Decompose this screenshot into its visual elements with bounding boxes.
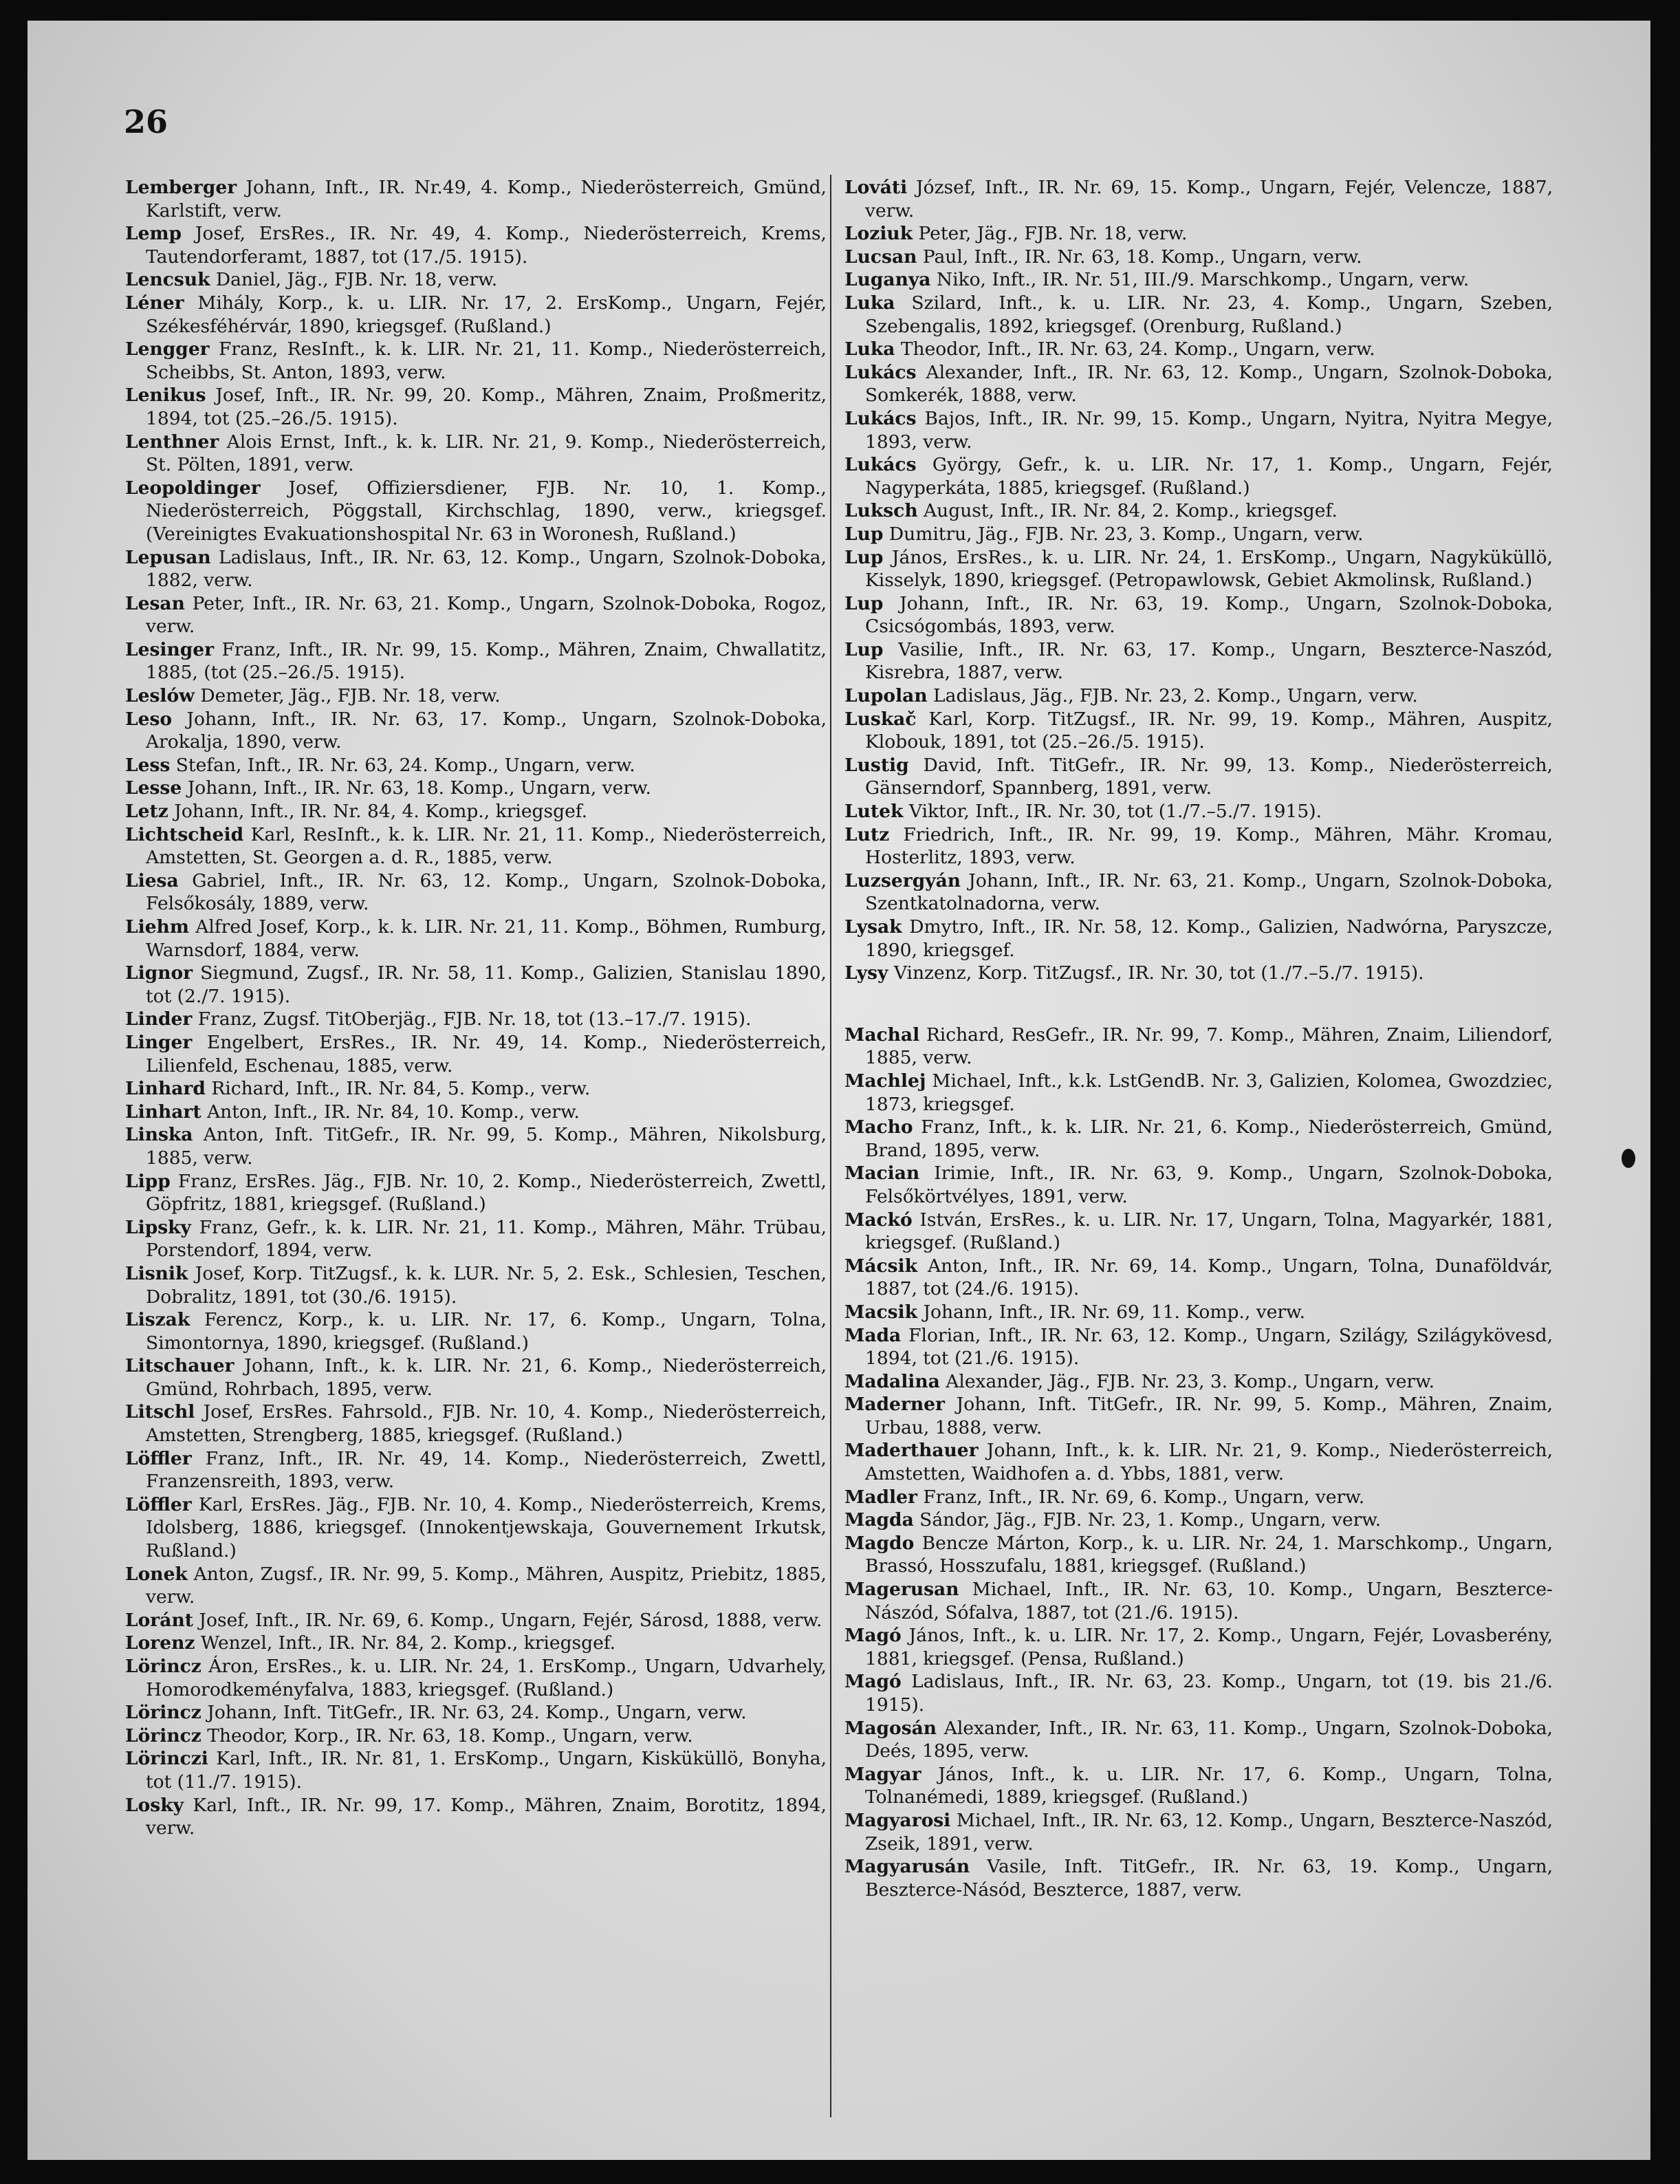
entry-surname: Lutek [844,801,904,823]
list-entry [844,592,1553,638]
entry-details: Karl, Inft., IR. Nr. 81, 1. ErsKomp., Ungarn, Kisküküllö, Bonyha, tot (11./7. 1915). [146,1748,827,1793]
list-entry [125,823,827,869]
entry-surname: Lonek [125,1563,188,1585]
entry-surname: Loránt [125,1609,193,1631]
entry-details: János, Inft., k. u. LIR. Nr. 17, 2. Komp., Ungarn, Fejér, Lovasberény, 1881, kriegsgef. (Pensa, Rußland.) [865,1625,1553,1669]
list-entry [125,1401,827,1447]
entry-surname: Leopoldinger [125,477,261,499]
entry-surname: Lencsuk [125,269,210,291]
entry-surname: Linger [125,1031,193,1053]
entry-details: Johann, Inft., IR. Nr. 63, 19. Komp., Ungarn, Szolnok-Doboka, Csicsógombás, 1893, verw. [865,592,1553,638]
entry-surname: Lipsky [125,1216,191,1238]
entry-details: Anton, Inft., IR. Nr. 69, 14. Komp., Ungarn, Tolna, Dunaföldvár, 1887, tot (24./6. 1915). [865,1255,1553,1300]
entry-surname: Machal [844,1024,920,1046]
entry-details: Johann, Inft., IR. Nr. 63, 21. Komp., Ungarn, Szolnok-Doboka, Szentkatolnadorna, verw. [865,869,1553,915]
section-gap [844,985,1553,1024]
entry-surname: Luka [844,338,895,360]
right-column [844,176,1553,1901]
entry-details: Vinzenz, Korp. TitZugsf., IR. Nr. 30, tot (1./7.–5./7. 1915). [893,962,1424,984]
entry-details: Vasile, Inft. TitGefr., IR. Nr. 63, 19. Komp., Ungarn, Beszterce-Násód, Beszterce, 1887, verw. [865,1856,1553,1901]
entry-details: Viktor, Inft., IR. Nr. 30, tot (1./7.–5./7. 1915). [908,801,1322,823]
list-entry [125,292,827,338]
entry-surname: Maderner [844,1394,945,1416]
ink-blot [1622,1149,1635,1168]
entry-details: Richard, ResGefr., IR. Nr. 99, 7. Komp., Mähren, Znaim, Liliendorf, 1885, verw. [865,1024,1553,1069]
entry-details: Richard, Inft., IR. Nr. 84, 5. Komp., verw. [211,1078,591,1100]
list-entry [844,453,1553,499]
list-entry [844,1509,1553,1532]
entry-surname: Magó [844,1625,902,1647]
list-entry [844,176,1553,222]
entry-details: Sándor, Jäg., FJB. Nr. 23, 1. Komp., Ungarn, verw. [919,1509,1382,1531]
entry-surname: Lörinczi [125,1748,208,1770]
entry-surname: Magyarosi [844,1809,951,1831]
entry-details: Josef, Inft., IR. Nr. 99, 20. Komp., Mähren, Znaim, Proßmeritz, 1894, tot (25.–26./5. 1915). [146,385,827,429]
entry-details: Wenzel, Inft., IR. Nr. 84, 2. Komp., kriegsgef. [200,1632,616,1654]
list-entry [125,1609,827,1632]
list-entry [125,1008,827,1031]
entry-details: Engelbert, ErsRes., IR. Nr. 49, 14. Komp., Niederösterreich, Lilienfeld, Eschenau, 1885, verw. [146,1031,827,1077]
entry-details: Siegmund, Zugsf., IR. Nr. 58, 11. Komp., Galizien, Stanislau 1890, tot (2./7. 1915). [146,962,827,1007]
entry-surname: Loziuk [844,223,913,245]
list-entry [125,684,827,708]
entry-details: Johann, Inft. TitGefr., IR. Nr. 63, 24. Komp., Ungarn, verw. [207,1702,747,1724]
entry-surname: Machlej [844,1070,926,1092]
entry-details: Gabriel, Inft., IR. Nr. 63, 12. Komp., Ungarn, Szolnok-Doboka, Felsőkosály, 1889, verw. [146,869,827,915]
entry-surname: Luka [844,292,895,314]
list-entry [844,1324,1553,1370]
list-entry [125,1447,827,1493]
list-entry [844,1532,1553,1578]
entry-surname: Macian [844,1163,920,1185]
entry-details: Franz, ErsRes. Jäg., FJB. Nr. 10, 2. Komp., Niederösterreich, Zwettl, Göpfritz, 1881, kriegsgef. (Rußland.) [146,1170,827,1215]
list-entry [844,638,1553,684]
list-entry [125,869,827,916]
list-entry [125,916,827,962]
entry-surname: Lenthner [125,431,219,453]
entry-surname: Lemberger [125,177,237,198]
entry-surname: Linder [125,1008,193,1030]
entry-details: Alexander, Inft., IR. Nr. 63, 11. Komp., Ungarn, Szolnok-Doboka, Deés, 1895, verw. [865,1717,1553,1762]
list-entry [125,638,827,684]
entry-surname: Less [125,754,171,776]
entry-surname: Lup [844,523,884,545]
entry-surname: Lukács [844,454,917,476]
entry-surname: Lörincz [125,1725,201,1747]
entry-surname: Magda [844,1509,914,1531]
entry-surname: Mada [844,1324,902,1346]
entry-details: Theodor, Korp., IR. Nr. 63, 18. Komp., Ungarn, verw. [207,1725,693,1747]
entry-surname: Lucsan [844,246,917,268]
entry-details: Alfred Josef, Korp., k. k. LIR. Nr. 21, 11. Komp., Böhmen, Rumburg, Warnsdorf, 1884, verw. [146,916,827,961]
entry-details: August, Inft., IR. Nr. 84, 2. Komp., kriegsgef. [924,500,1338,522]
list-entry [125,1077,827,1101]
list-entry [844,1486,1553,1509]
entry-details: Daniel, Jäg., FJB. Nr. 18, verw. [215,269,498,291]
entry-details: Michael, Inft., IR. Nr. 63, 10. Komp., Ungarn, Beszterce-Nászód, Sófalva, 1887, tot (21./6. 1915). [865,1579,1553,1623]
entry-details: Alexander, Inft., IR. Nr. 63, 12. Komp., Ungarn, Szolnok-Doboka, Somkerék, 1888, verw. [865,361,1553,407]
list-entry [844,684,1553,708]
entry-surname: Lysy [844,962,888,984]
entry-surname: Lörincz [125,1656,201,1677]
entry-surname: Luksch [844,500,918,522]
list-entry [844,338,1553,361]
list-entry [844,1393,1553,1439]
list-entry [125,1354,827,1401]
entry-details: Alois Ernst, Inft., k. k. LIR. Nr. 21, 9. Komp., Niederösterreich, St. Pölten, 1891, verw. [146,431,827,476]
list-entry [125,546,827,592]
entry-surname: Magyar [844,1763,921,1785]
entry-details: Florian, Inft., IR. Nr. 63, 12. Komp., Ungarn, Szilágy, Szilágykövesd, 1894, tot (21./6. 1915). [865,1324,1553,1370]
entry-surname: Luzsergyán [844,869,961,891]
list-entry [844,800,1553,823]
left-column [125,176,827,1840]
entry-details: Johann, Inft., k. k. LIR. Nr. 21, 9. Komp., Niederösterreich, Amstetten, Waidhofen a. d. Ybbs, 1881, verw. [865,1440,1553,1485]
entry-details: Ladislaus, Jäg., FJB. Nr. 23, 2. Komp., Ungarn, verw. [933,685,1418,707]
entry-details: Anton, Inft., IR. Nr. 84, 10. Komp., verw. [207,1101,580,1123]
entry-details: Karl, Inft., IR. Nr. 99, 17. Komp., Mähren, Znaim, Borotitz, 1894, verw. [146,1794,827,1839]
entry-details: Szilard, Inft., k. u. LIR. Nr. 23, 4. Komp., Ungarn, Szeben, Szebengalis, 1892, kriegsgef. (Orenburg, Rußland.) [865,292,1553,337]
entry-details: György, Gefr., k. u. LIR. Nr. 17, 1. Komp., Ungarn, Fejér, Nagyperkáta, 1885, kriegsgef. (Rußland.) [865,454,1553,499]
entry-details: Johann, Inft. TitGefr., IR. Nr. 99, 5. Komp., Mähren, Znaim, Urbau, 1888, verw. [865,1394,1553,1438]
list-entry [125,1262,827,1308]
entry-surname: Léner [125,292,184,314]
entry-details: Friedrich, Inft., IR. Nr. 99, 19. Komp., Mähren, Mähr. Kromau, Hosterlitz, 1893, verw. [865,823,1553,869]
entry-surname: Maderthauer [844,1440,979,1462]
list-entry [844,1116,1553,1162]
list-entry [844,1301,1553,1324]
list-entry [844,708,1553,754]
entry-surname: Magó [844,1671,902,1693]
list-entry [844,1670,1553,1716]
entry-surname: Luskač [844,708,917,730]
entry-surname: Lorenz [125,1632,195,1654]
list-entry [844,292,1553,338]
entry-details: Johann, Inft., k. k. LIR. Nr. 21, 6. Komp., Niederösterreich, Gmünd, Rohrbach, 1895, verw. [146,1355,827,1400]
list-entry [125,1632,827,1655]
entry-details: Josef, Inft., IR. Nr. 69, 6. Komp., Ungarn, Fejér, Sárosd, 1888, verw. [199,1609,822,1631]
list-entry [844,1255,1553,1301]
entry-surname: Losky [125,1794,184,1816]
entry-surname: Litschl [125,1401,195,1423]
entry-details: Franz, ResInft., k. k. LIR. Nr. 21, 11. Komp., Niederösterreich, Scheibbs, St. Anton, 1893, verw. [146,338,827,383]
list-entry [125,1794,827,1840]
list-entry [844,823,1553,869]
entry-surname: Luganya [844,269,931,291]
list-entry [125,1701,827,1725]
entry-details: Franz, Inft., IR. Nr. 99, 15. Komp., Mähren, Znaim, Chwallatitz, 1885, (tot (25.–26./5. 1915). [146,638,827,684]
entry-surname: Magdo [844,1532,915,1554]
entry-details: Dumitru, Jäg., FJB. Nr. 23, 3. Komp., Ungarn, verw. [888,523,1364,545]
list-entry [125,1308,827,1354]
entry-details: Áron, ErsRes., k. u. LIR. Nr. 24, 1. ErsKomp., Ungarn, Udvarhely, Homorodkeményfalva, 1883, kriegsgef. (Rußland.) [146,1656,827,1700]
entry-details: Josef, ErsRes., IR. Nr. 49, 4. Komp., Niederösterreich, Krems, Tautendorferamt, 1887, tot (17./5. 1915). [146,223,827,268]
entry-surname: Lenikus [125,385,206,407]
entry-surname: Letz [125,801,168,823]
entry-surname: Madalina [844,1370,940,1392]
entry-details: Demeter, Jäg., FJB. Nr. 18, verw. [200,685,501,707]
entry-details: József, Inft., IR. Nr. 69, 15. Komp., Ungarn, Fejér, Velencze, 1887, verw. [865,177,1553,221]
list-entry [844,222,1553,246]
entry-surname: Lupolan [844,685,928,707]
list-entry [844,499,1553,523]
entry-surname: Leso [125,708,173,730]
list-entry [844,1024,1553,1070]
entry-surname: Linhard [125,1078,206,1100]
list-entry [125,708,827,754]
entry-details: Michael, Inft., k.k. LstGendB. Nr. 3, Galizien, Kolomea, Gwozdziec, 1873, kriegsgef. [865,1070,1553,1115]
entry-surname: Lustig [844,754,909,776]
entry-details: Ladislaus, Inft., IR. Nr. 63, 12. Komp., Ungarn, Szolnok-Doboka, 1882, verw. [146,546,827,592]
list-entry [125,176,827,222]
entry-surname: Löffler [125,1447,192,1469]
entry-details: Bajos, Inft., IR. Nr. 99, 15. Komp., Ungarn, Nyitra, Nyitra Megye, 1893, verw. [865,407,1553,453]
entry-details: Irimie, Inft., IR. Nr. 63, 9. Komp., Ungarn, Szolnok-Doboka, Felsőkörtvélyes, 1891, verw. [865,1163,1553,1207]
entry-details: Franz, Inft., IR. Nr. 69, 6. Komp., Ungarn, verw. [923,1486,1365,1508]
entry-surname: Lisnik [125,1262,188,1284]
entry-surname: Liszak [125,1309,190,1331]
entry-surname: Mackó [844,1209,913,1231]
entry-surname: Litschauer [125,1355,234,1377]
list-entry [844,246,1553,269]
list-entry [844,523,1553,546]
entry-details: Dmytro, Inft., IR. Nr. 58, 12. Komp., Galizien, Nadwórna, Paryszcze, 1890, kriegsgef. [865,916,1553,961]
page-number: 26 [124,103,168,140]
entry-surname: Mácsik [844,1255,917,1277]
list-entry [125,1725,827,1748]
list-entry [844,1624,1553,1670]
list-entry [125,1563,827,1609]
entry-surname: Linska [125,1124,193,1146]
entry-surname: Magosán [844,1717,937,1739]
entry-details: Karl, ErsRes. Jäg., FJB. Nr. 10, 4. Komp., Niederösterreich, Krems, Idolsberg, 1886, kriegsgef. (Innokentjewskaja, Gouvernement Irkutsk, Rußland.) [146,1493,827,1562]
entry-surname: Lichtscheid [125,823,244,845]
entry-details: Johann, Inft., IR. Nr. 63, 17. Komp., Ungarn, Szolnok-Doboka, Arokalja, 1890, verw. [146,708,827,753]
entry-details: Franz, Inft., IR. Nr. 49, 14. Komp., Niederösterreich, Zwettl, Franzensreith, 1893, verw. [146,1447,827,1493]
entry-surname: Lengger [125,338,210,360]
entry-details: Stefan, Inft., IR. Nr. 63, 24. Komp., Ungarn, verw. [175,754,635,776]
entry-details: Johann, Inft., IR. Nr. 69, 11. Komp., verw. [923,1301,1306,1323]
entry-details: Peter, Inft., IR. Nr. 63, 21. Komp., Ungarn, Szolnok-Doboka, Rogoz, verw. [146,592,827,638]
entry-surname: Lup [844,546,884,568]
list-entry [844,361,1553,407]
list-entry [125,1031,827,1077]
list-entry [125,777,827,800]
list-entry [844,1578,1553,1624]
entry-details: Peter, Jäg., FJB. Nr. 18, verw. [918,223,1188,245]
entry-details: Franz, Gefr., k. k. LIR. Nr. 21, 11. Komp., Mähren, Mähr. Trübau, Porstendorf, 1894, verw. [146,1216,827,1262]
list-entry [125,431,827,477]
entry-details: Vasilie, Inft., IR. Nr. 63, 17. Komp., Ungarn, Beszterce-Naszód, Kisrebra, 1887, verw. [865,638,1553,684]
entry-details: Mihály, Korp., k. u. LIR. Nr. 17, 2. ErsKomp., Ungarn, Fejér, Székesféhérvár, 1890, kriegsgef. (Rußland.) [146,292,827,337]
list-entry [844,268,1553,292]
list-entry [844,546,1553,592]
entry-details: Niko, Inft., IR. Nr. 51, III./9. Marschkomp., Ungarn, verw. [936,269,1470,291]
column-divider [830,175,831,2117]
list-entry [125,1123,827,1169]
entry-surname: Lignor [125,962,193,984]
entry-details: Bencze Márton, Korp., k. u. LIR. Nr. 24, 1. Marschkomp., Ungarn, Brassó, Hosszufalu, 1881, kriegsgef. (Rußland.) [865,1532,1553,1577]
list-entry [125,338,827,384]
list-entry [844,1209,1553,1255]
list-entry [125,268,827,292]
entry-details: Johann, Inft., IR. Nr. 84, 4. Komp., kriegsgef. [174,801,588,823]
list-entry [844,916,1553,962]
entry-details: Ferencz, Korp., k. u. LIR. Nr. 17, 6. Komp., Ungarn, Tolna, Simontornya, 1890, kriegsgef. (Rußland.) [146,1309,827,1354]
entry-details: Josef, ErsRes. Fahrsold., FJB. Nr. 10, 4. Komp., Niederösterreich, Amstetten, Strengberg, 1885, kriegsgef. (Rußland.) [146,1401,827,1447]
right-column-l-entries [844,176,1553,985]
entry-surname: Madler [844,1486,917,1508]
list-entry [125,592,827,638]
list-entry [125,800,827,823]
entry-surname: Lysak [844,916,902,938]
entry-surname: Lukács [844,361,917,383]
list-entry [844,1439,1553,1485]
entry-details: Anton, Inft. TitGefr., IR. Nr. 99, 5. Komp., Mähren, Nikolsburg, 1885, verw. [146,1124,827,1169]
list-entry [844,1809,1553,1855]
entry-details: Josef, Offiziersdiener, FJB. Nr. 10, 1. Komp., Niederösterreich, Pöggstall, Kirchschlag, 1890, verw., kriegsgef. (Vereinigtes Evakuationshospital Nr. 63 in Woronesh, Rußland.) [146,477,827,545]
list-entry [844,1717,1553,1763]
entry-surname: Liesa [125,869,179,891]
list-entry [844,1370,1553,1394]
list-entry [844,869,1553,916]
entry-details: David, Inft. TitGefr., IR. Nr. 99, 13. Komp., Niederösterreich, Gänserndorf, Spannberg, 1891, verw. [865,754,1553,799]
entry-surname: Leslów [125,685,195,707]
entry-details: Michael, Inft., IR. Nr. 63, 12. Komp., Ungarn, Beszterce-Naszód, Zseik, 1891, verw. [865,1809,1553,1855]
entry-surname: Lutz [844,823,890,845]
list-entry [125,384,827,430]
scanned-page [28,21,1650,2160]
entry-surname: Lup [844,592,884,614]
entry-details: Josef, Korp. TitZugsf., k. k. LUR. Nr. 5, 2. Esk., Schlesien, Teschen, Dobralitz, 1891, tot (30./6. 1915). [146,1262,827,1308]
list-entry [125,1493,827,1563]
entry-details: Anton, Zugsf., IR. Nr. 99, 5. Komp., Mähren, Auspitz, Priebitz, 1885, verw. [146,1563,827,1608]
right-column-m-entries [844,1024,1553,1902]
entry-surname: Lováti [844,177,908,198]
list-entry [125,1747,827,1793]
list-entry [125,1101,827,1124]
entry-surname: Lemp [125,223,182,245]
list-entry [844,962,1553,985]
entry-details: Karl, ResInft., k. k. LIR. Nr. 21, 11. Komp., Niederösterreich, Amstetten, St. Georgen a. d. R., 1885, verw. [146,823,827,869]
entry-surname: Macho [844,1116,913,1138]
entry-surname: Lesinger [125,638,215,660]
list-entry [844,1162,1553,1208]
entry-details: János, Inft., k. u. LIR. Nr. 17, 6. Komp., Ungarn, Tolna, Tolnanémedi, 1889, kriegsgef. (Rußland.) [865,1763,1553,1808]
entry-details: Paul, Inft., IR. Nr. 63, 18. Komp., Ungarn, verw. [922,246,1362,268]
entry-surname: Linhart [125,1101,201,1123]
entry-details: István, ErsRes., k. u. LIR. Nr. 17, Ungarn, Tolna, Magyarkér, 1881, kriegsgef. (Rußland.) [865,1209,1553,1254]
entry-surname: Lörincz [125,1702,201,1724]
list-entry [844,1763,1553,1809]
entry-details: Johann, Inft., IR. Nr.49, 4. Komp., Niederösterreich, Gmünd, Karlstift, verw. [146,177,827,221]
entry-details: János, ErsRes., k. u. LIR. Nr. 24, 1. ErsKomp., Ungarn, Nagyküküllö, Kisselyk, 1890, kriegsgef. (Petropawlowsk, Gebiet Akmolinsk, Rußland.) [865,546,1553,592]
entry-surname: Lukács [844,407,917,429]
entry-surname: Löffler [125,1493,192,1515]
entry-details: Franz, Inft., k. k. LIR. Nr. 21, 6. Komp., Niederösterreich, Gmünd, Brand, 1895, verw. [865,1116,1553,1161]
entry-surname: Lipp [125,1170,171,1192]
list-entry [844,407,1553,453]
list-entry [125,962,827,1008]
entry-surname: Liehm [125,916,189,938]
entry-details: Theodor, Inft., IR. Nr. 63, 24. Komp., Ungarn, verw. [900,338,1375,360]
list-entry [844,754,1553,800]
entry-details: Franz, Zugsf. TitOberjäg., FJB. Nr. 18, tot (13.–17./7. 1915). [197,1008,752,1030]
list-entry [125,477,827,546]
list-entry [125,754,827,777]
list-entry [125,1655,827,1701]
entry-surname: Lesan [125,592,185,614]
entry-surname: Lup [844,638,884,660]
entry-surname: Lepusan [125,546,211,568]
list-entry [125,1170,827,1216]
entry-details: Alexander, Jäg., FJB. Nr. 23, 3. Komp., Ungarn, verw. [946,1370,1435,1392]
entry-details: Ladislaus, Inft., IR. Nr. 63, 23. Komp., Ungarn, tot (19. bis 21./6. 1915). [865,1671,1553,1716]
entry-surname: Magyarusán [844,1856,970,1878]
list-entry [125,222,827,268]
entry-details: Karl, Korp. TitZugsf., IR. Nr. 99, 19. Komp., Mähren, Auspitz, Klobouk, 1891, tot (25.–26./5. 1915). [865,708,1553,753]
entry-details: Johann, Inft., IR. Nr. 63, 18. Komp., Ungarn, verw. [187,777,651,799]
entry-surname: Magerusan [844,1579,959,1601]
list-entry [844,1070,1553,1116]
entry-surname: Lesse [125,777,182,799]
entry-surname: Macsik [844,1301,917,1323]
list-entry [125,1216,827,1262]
list-entry [844,1855,1553,1901]
